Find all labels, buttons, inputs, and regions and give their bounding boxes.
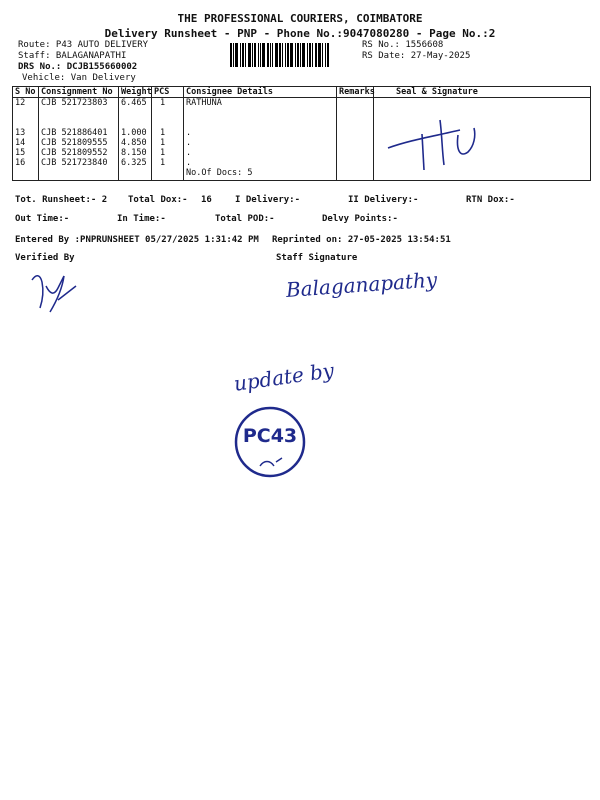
cell-pcs xyxy=(152,108,184,118)
table-bottom-cell xyxy=(119,178,152,181)
col-sno: S No xyxy=(13,87,39,98)
cell-weight xyxy=(119,118,152,128)
cell-consignment: CJB 521723803 xyxy=(39,98,119,109)
cell-consignee xyxy=(184,108,337,118)
total-pod: Total POD:- xyxy=(215,214,275,224)
consignment-table xyxy=(12,86,591,181)
cell-consignee: . xyxy=(184,158,337,168)
delvy-points: Delvy Points:- xyxy=(322,214,398,224)
cell-consignment: CJB 521809555 xyxy=(39,138,119,148)
table-row xyxy=(13,98,591,109)
reprinted-on: Reprinted on: 27-05-2025 13:54:51 xyxy=(272,235,451,245)
cell-consignment: CJB 521809552 xyxy=(39,148,119,158)
staff-signature-label: Staff Signature xyxy=(276,253,358,263)
cell-sno xyxy=(13,118,39,128)
entered-by: Entered By :PNPRUNSHEET 05/27/2025 1:31:42 PM xyxy=(15,235,259,245)
tot-runsheet: Tot. Runsheet:- 2 xyxy=(15,195,108,205)
cell-consignment: CJB 521723840 xyxy=(39,158,119,168)
cell-pcs xyxy=(152,168,184,178)
cell-remarks xyxy=(337,148,374,158)
staff-handwritten-signature: Balaganapathy xyxy=(285,267,438,302)
cell-consignment: CJB 521886401 xyxy=(39,128,119,138)
i-delivery: I Delivery:- xyxy=(235,195,301,205)
seal-handwritten-signature xyxy=(380,110,500,180)
cell-remarks xyxy=(337,118,374,128)
cell-pcs: 1 xyxy=(152,128,184,138)
cell-sno: 13 xyxy=(13,128,39,138)
cell-remarks xyxy=(337,108,374,118)
table-header-row xyxy=(13,87,591,98)
cell-consignee: . xyxy=(184,128,337,138)
cell-weight xyxy=(119,108,152,118)
route-label: Route: P43 AUTO DELIVERY xyxy=(18,40,149,50)
document-subtitle: Delivery Runsheet - PNP - Phone No.:9047080280 - Page No.:2 xyxy=(104,27,496,40)
document-title: THE PROFESSIONAL COURIERS, COIMBATORE xyxy=(177,12,423,25)
table-bottom-cell xyxy=(39,178,119,181)
col-seal-signature: Seal & Signature xyxy=(374,87,591,98)
cell-sno: 16 xyxy=(13,158,39,168)
table-bottom-cell xyxy=(184,178,337,181)
rs-date: RS Date: 27-May-2025 xyxy=(362,51,471,61)
cell-consignment xyxy=(39,108,119,118)
update-by-note: update by xyxy=(232,358,336,396)
cell-sno xyxy=(13,108,39,118)
drs-number: DRS No.: DCJB155660002 xyxy=(18,62,138,72)
cell-consignee xyxy=(184,118,337,128)
verified-by-signature xyxy=(28,268,88,318)
cell-consignee: . xyxy=(184,148,337,158)
barcode xyxy=(230,43,355,67)
staff-label: Staff: BALAGANAPATHI xyxy=(18,51,127,61)
stamp-text: PC43 xyxy=(242,425,298,447)
cell-consignee: . xyxy=(184,138,337,148)
cell-pcs: 1 xyxy=(152,98,184,109)
total-dox-value: 16 xyxy=(201,195,212,205)
cell-remarks xyxy=(337,128,374,138)
cell-weight: 8.150 xyxy=(119,148,152,158)
col-consignment: Consignment No xyxy=(39,87,119,98)
table-bottom-cell xyxy=(337,178,374,181)
cell-weight: 6.465 xyxy=(119,98,152,109)
total-dox-label: Total Dox:- xyxy=(128,195,188,205)
cell-pcs: 1 xyxy=(152,148,184,158)
col-weight: Weight xyxy=(119,87,152,98)
ii-delivery: II Delivery:- xyxy=(348,195,419,205)
table-bottom-cell xyxy=(152,178,184,181)
cell-pcs xyxy=(152,118,184,128)
table-bottom-cell xyxy=(13,178,39,181)
cell-weight: 4.850 xyxy=(119,138,152,148)
cell-consignment xyxy=(39,118,119,128)
cell-consignment xyxy=(39,168,119,178)
cell-sno xyxy=(13,168,39,178)
cell-weight xyxy=(119,168,152,178)
in-time: In Time:- xyxy=(117,214,166,224)
vehicle-label: Vehicle: Van Delivery xyxy=(22,73,136,83)
cell-sno: 12 xyxy=(13,98,39,109)
verified-by-label: Verified By xyxy=(15,253,75,263)
cell-pcs: 1 xyxy=(152,138,184,148)
cell-sno: 15 xyxy=(13,148,39,158)
out-time: Out Time:- xyxy=(15,214,70,224)
cell-sno: 14 xyxy=(13,138,39,148)
cell-remarks xyxy=(337,158,374,168)
cell-consignee: RATHUNA xyxy=(184,98,337,109)
cell-remarks xyxy=(337,98,374,109)
cell-remarks xyxy=(337,138,374,148)
docs-count: No.Of Docs: 5 xyxy=(184,168,337,178)
col-pcs: PCS xyxy=(152,87,184,98)
rs-number: RS No.: 1556608 xyxy=(362,40,444,50)
cell-weight: 1.000 xyxy=(119,128,152,138)
cell-remarks xyxy=(337,168,374,178)
cell-pcs: 1 xyxy=(152,158,184,168)
cell-weight: 6.325 xyxy=(119,158,152,168)
rtn-dox: RTN Dox:- xyxy=(466,195,515,205)
col-remarks: Remarks xyxy=(337,87,374,98)
col-consignee: Consignee Details xyxy=(184,87,337,98)
